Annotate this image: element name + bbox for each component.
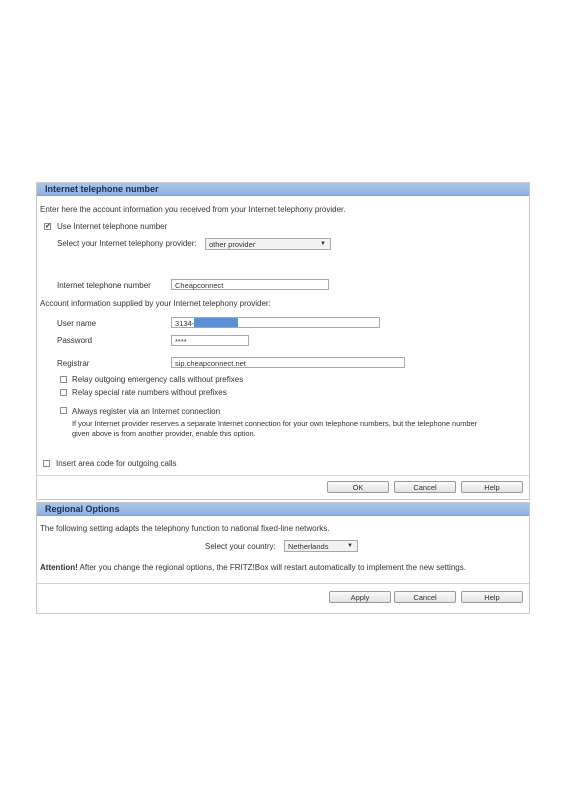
button-separator: [37, 583, 529, 584]
user-name-input[interactable]: [171, 317, 380, 328]
user-name-label: User name: [57, 319, 97, 328]
account-info-label: Account information supplied by your Internet telephony provider:: [40, 299, 271, 308]
regional-options-panel: [36, 502, 530, 614]
area-code-checkbox[interactable]: [43, 460, 50, 467]
internet-telephone-number-panel: [36, 182, 530, 500]
password-input[interactable]: ****: [171, 335, 249, 346]
registrar-label: Registrar: [57, 359, 90, 368]
always-register-label: Always register via an Internet connection: [72, 407, 221, 416]
country-label: Select your country:: [205, 542, 276, 551]
check-icon: ✔: [45, 223, 51, 230]
country-select-value: Netherlands: [288, 542, 329, 551]
panel-title: Regional Options: [37, 503, 529, 516]
always-register-help-2: given above is from another provider, enable this option.: [72, 429, 256, 438]
help-button[interactable]: Help: [461, 591, 523, 603]
relay-emergency-checkbox[interactable]: [60, 376, 67, 383]
button-separator: [37, 475, 529, 476]
internet-number-input[interactable]: Cheapconnect: [171, 279, 329, 290]
always-register-help-1: If your Internet provider reserves a separate Internet connection for your own telephone numbers, but the telephone number: [72, 419, 478, 428]
attention-label: Attention!: [40, 563, 78, 572]
provider-select[interactable]: [205, 238, 331, 250]
internet-number-label: Internet telephone number: [57, 281, 151, 290]
apply-button[interactable]: Apply: [329, 591, 391, 603]
relay-special-label: Relay special rate numbers without prefixes: [72, 388, 227, 397]
panel-title: Internet telephone number: [37, 183, 529, 196]
cancel-button[interactable]: Cancel: [394, 591, 456, 603]
relay-special-checkbox[interactable]: [60, 389, 67, 396]
area-code-label: Insert area code for outgoing calls: [56, 459, 177, 468]
use-internet-number-checkbox[interactable]: [44, 223, 51, 230]
intro-text: Enter here the account information you received from your Internet telephony provider.: [40, 205, 346, 214]
triangle-down-icon: ▼: [347, 543, 353, 549]
use-internet-number-label: Use Internet telephone number: [57, 222, 168, 231]
provider-select-value: other provider: [209, 240, 256, 249]
attention-message: After you change the regional options, the FRITZ!Box will restart automatically to implement the new settings.: [77, 563, 466, 572]
cancel-button[interactable]: Cancel: [394, 481, 456, 493]
help-button[interactable]: Help: [461, 481, 523, 493]
always-register-checkbox[interactable]: [60, 407, 67, 414]
triangle-down-icon: ▼: [320, 241, 326, 247]
redaction-mask: [194, 318, 238, 327]
registrar-input[interactable]: sip.cheapconnect.net: [171, 357, 405, 368]
ok-button[interactable]: OK: [327, 481, 389, 493]
password-label: Password: [57, 336, 93, 345]
country-select[interactable]: [284, 540, 358, 552]
attention-text: [40, 563, 466, 572]
regional-intro-text: The following setting adapts the telephony function to national fixed-line networks.: [40, 524, 330, 533]
user-name-value: 3134-: [175, 319, 195, 328]
provider-label: Select your Internet telephony provider:: [57, 239, 197, 248]
relay-emergency-label: Relay outgoing emergency calls without prefixes: [72, 375, 244, 384]
